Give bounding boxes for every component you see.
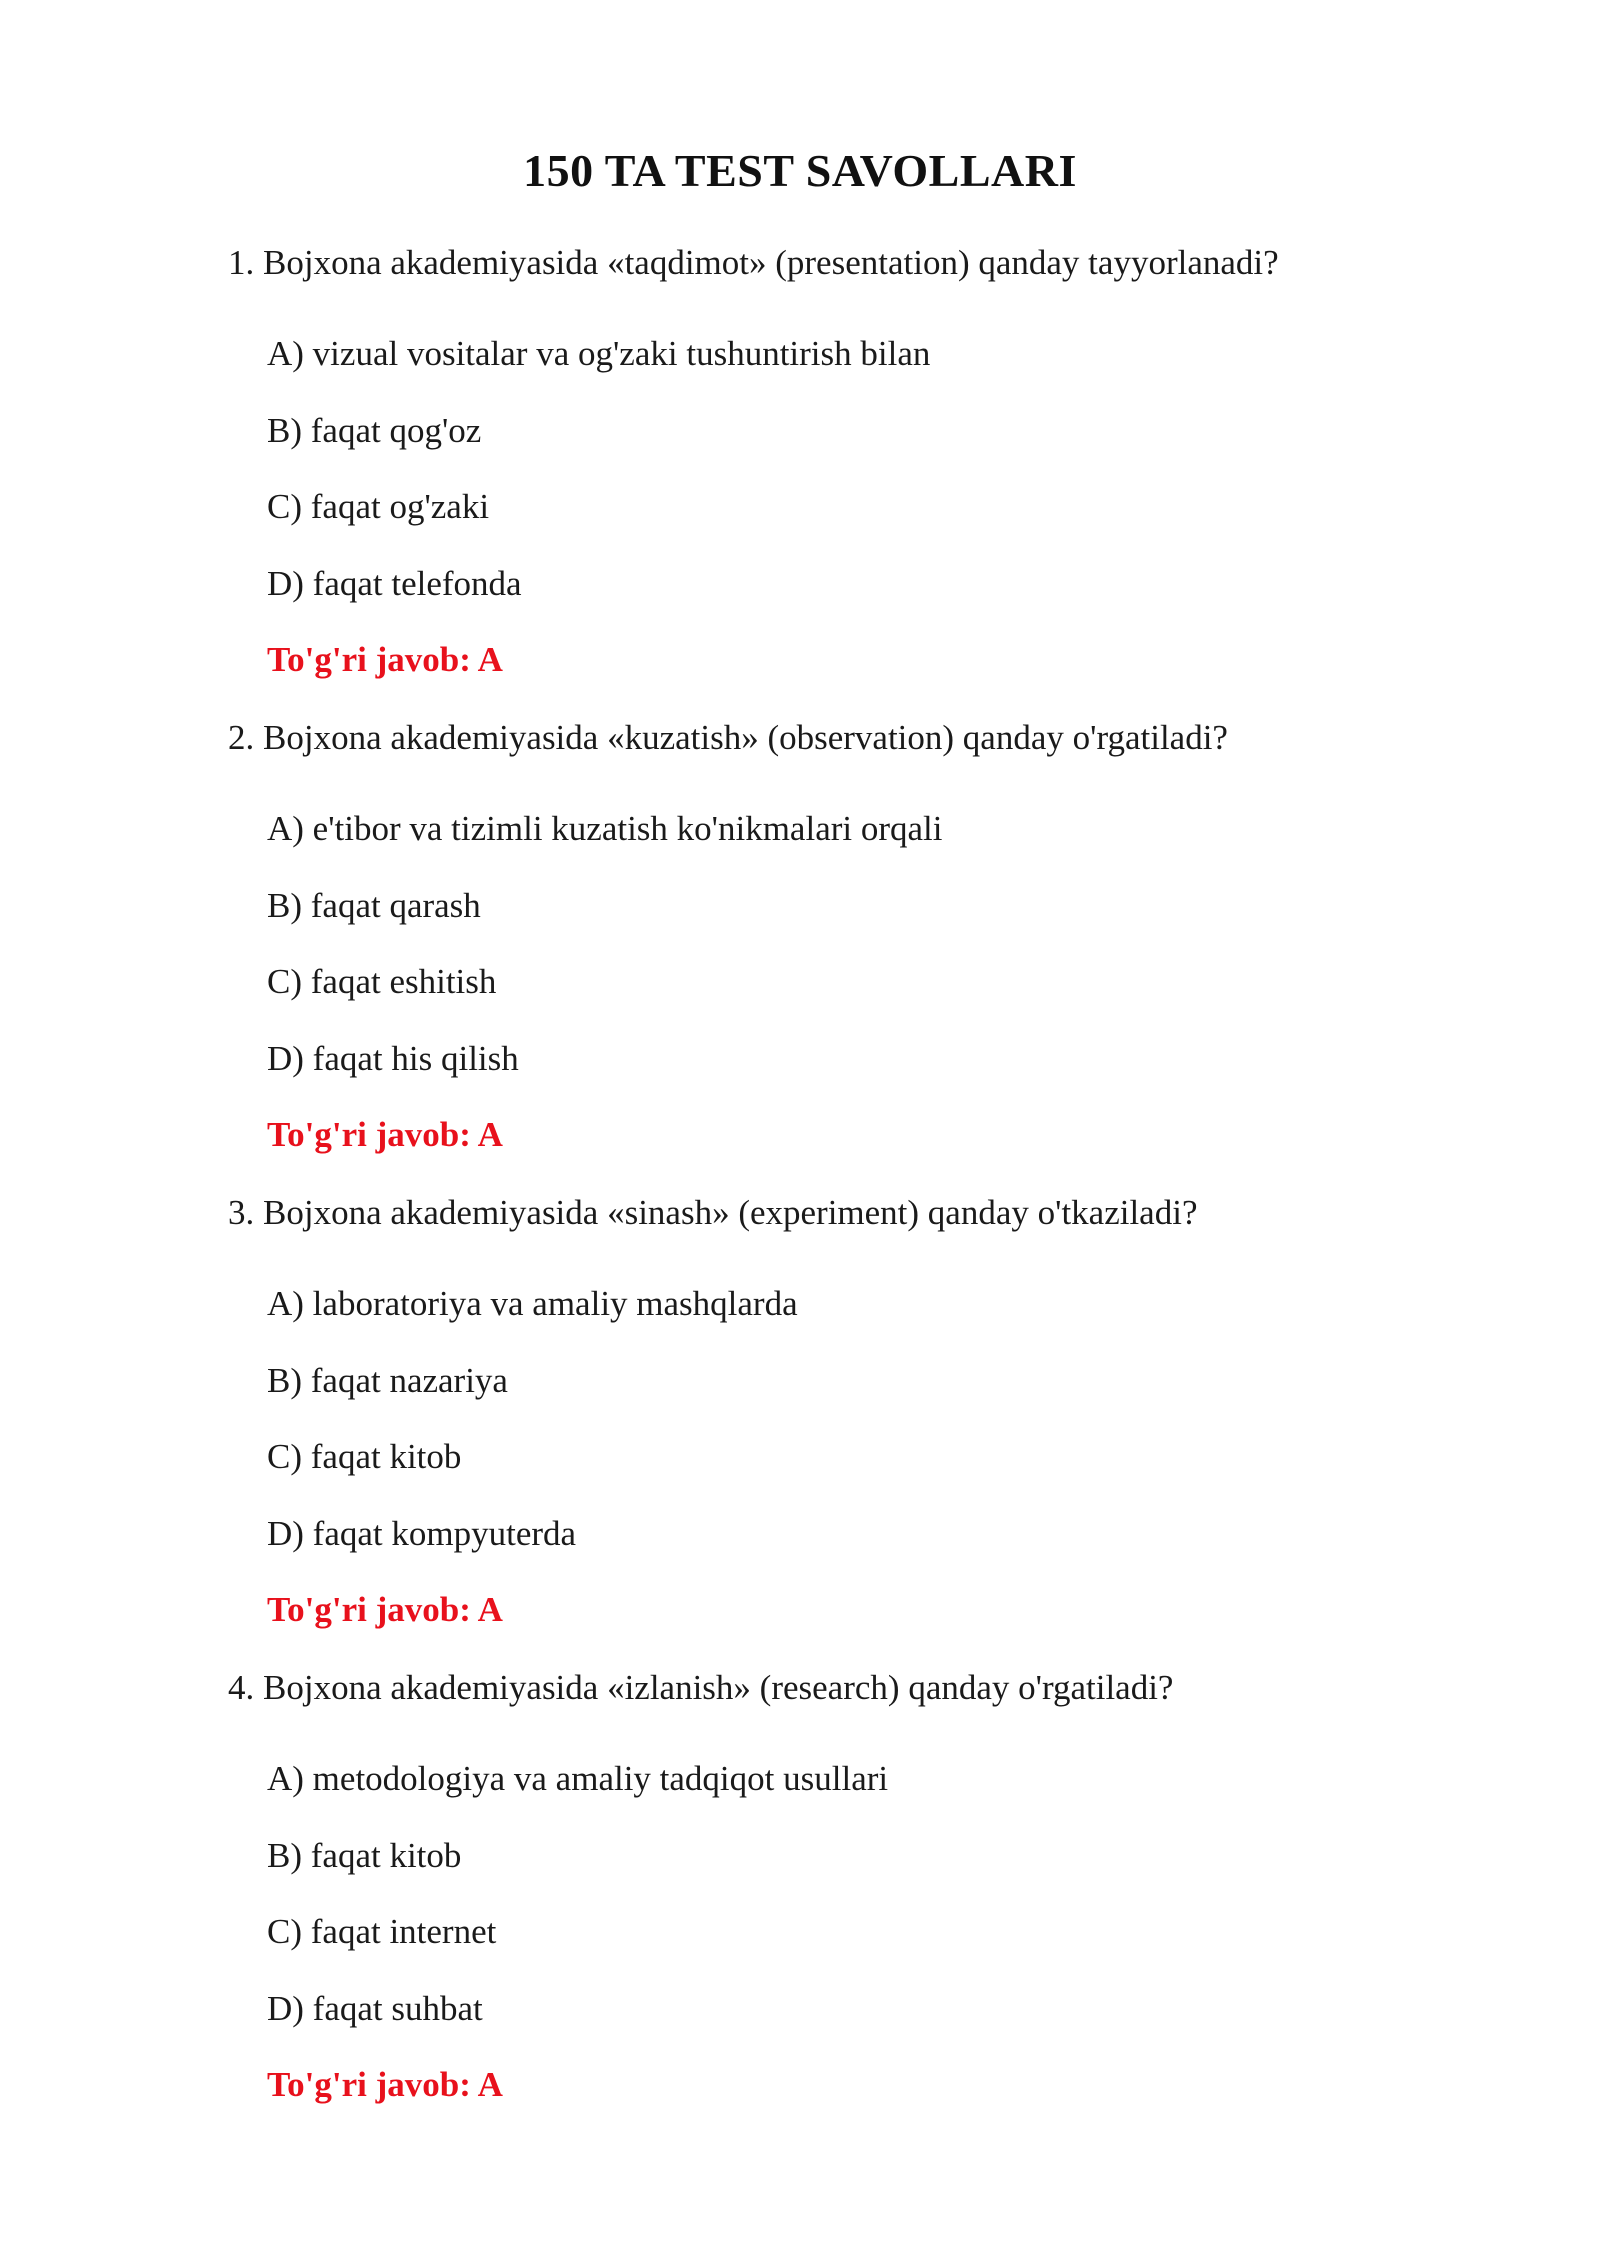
question-text: 2. Bojxona akademiyasida «kuzatish» (observation) qanday o'rgatiladi? (228, 718, 1228, 757)
option-b: B) faqat qarash (267, 885, 481, 925)
option-d: D) faqat telefonda (267, 563, 522, 603)
option-a: A) metodologiya va amaliy tadqiqot usullari (267, 1759, 889, 1798)
question-text: 1. Bojxona akademiyasida «taqdimot» (presentation) qanday tayyorlanadi? (228, 243, 1279, 282)
option-d: D) faqat kompyuterda (267, 1513, 577, 1553)
option-list (228, 809, 1468, 1155)
question-2 (228, 718, 1468, 1193)
question-4 (228, 1668, 1468, 2143)
option-c: C) faqat internet (267, 1912, 497, 1951)
option-list (228, 1284, 1468, 1630)
option-b: B) faqat qog'oz (267, 410, 482, 450)
correct-answer: To'g'ri javob: A (267, 1115, 503, 1154)
question-text: 3. Bojxona akademiyasida «sinash» (experiment) qanday o'tkaziladi? (228, 1193, 1198, 1232)
correct-answer: To'g'ri javob: A (267, 640, 503, 679)
option-d: D) faqat suhbat (267, 1988, 483, 2028)
question-1 (228, 243, 1468, 718)
question-text: 4. Bojxona akademiyasida «izlanish» (research) qanday o'rgatiladi? (228, 1668, 1174, 1707)
option-a: A) e'tibor va tizimli kuzatish ko'nikmalari orqali (267, 809, 943, 848)
option-c: C) faqat eshitish (267, 962, 497, 1001)
correct-answer: To'g'ri javob: A (267, 2065, 503, 2104)
option-d: D) faqat his qilish (267, 1038, 519, 1078)
option-a: A) laboratoriya va amaliy mashqlarda (267, 1284, 798, 1323)
option-b: B) faqat kitob (267, 1835, 462, 1875)
correct-answer: To'g'ri javob: A (267, 1590, 503, 1629)
page-title: 150 TA TEST SAVOLLARI (523, 145, 1077, 196)
option-list (228, 334, 1468, 680)
option-c: C) faqat og'zaki (267, 487, 490, 526)
question-list (228, 243, 1468, 2143)
option-a: A) vizual vositalar va og'zaki tushuntirish bilan (267, 334, 931, 373)
option-b: B) faqat nazariya (267, 1360, 508, 1400)
option-c: C) faqat kitob (267, 1437, 462, 1476)
option-list (228, 1759, 1468, 2105)
question-3 (228, 1193, 1468, 1668)
